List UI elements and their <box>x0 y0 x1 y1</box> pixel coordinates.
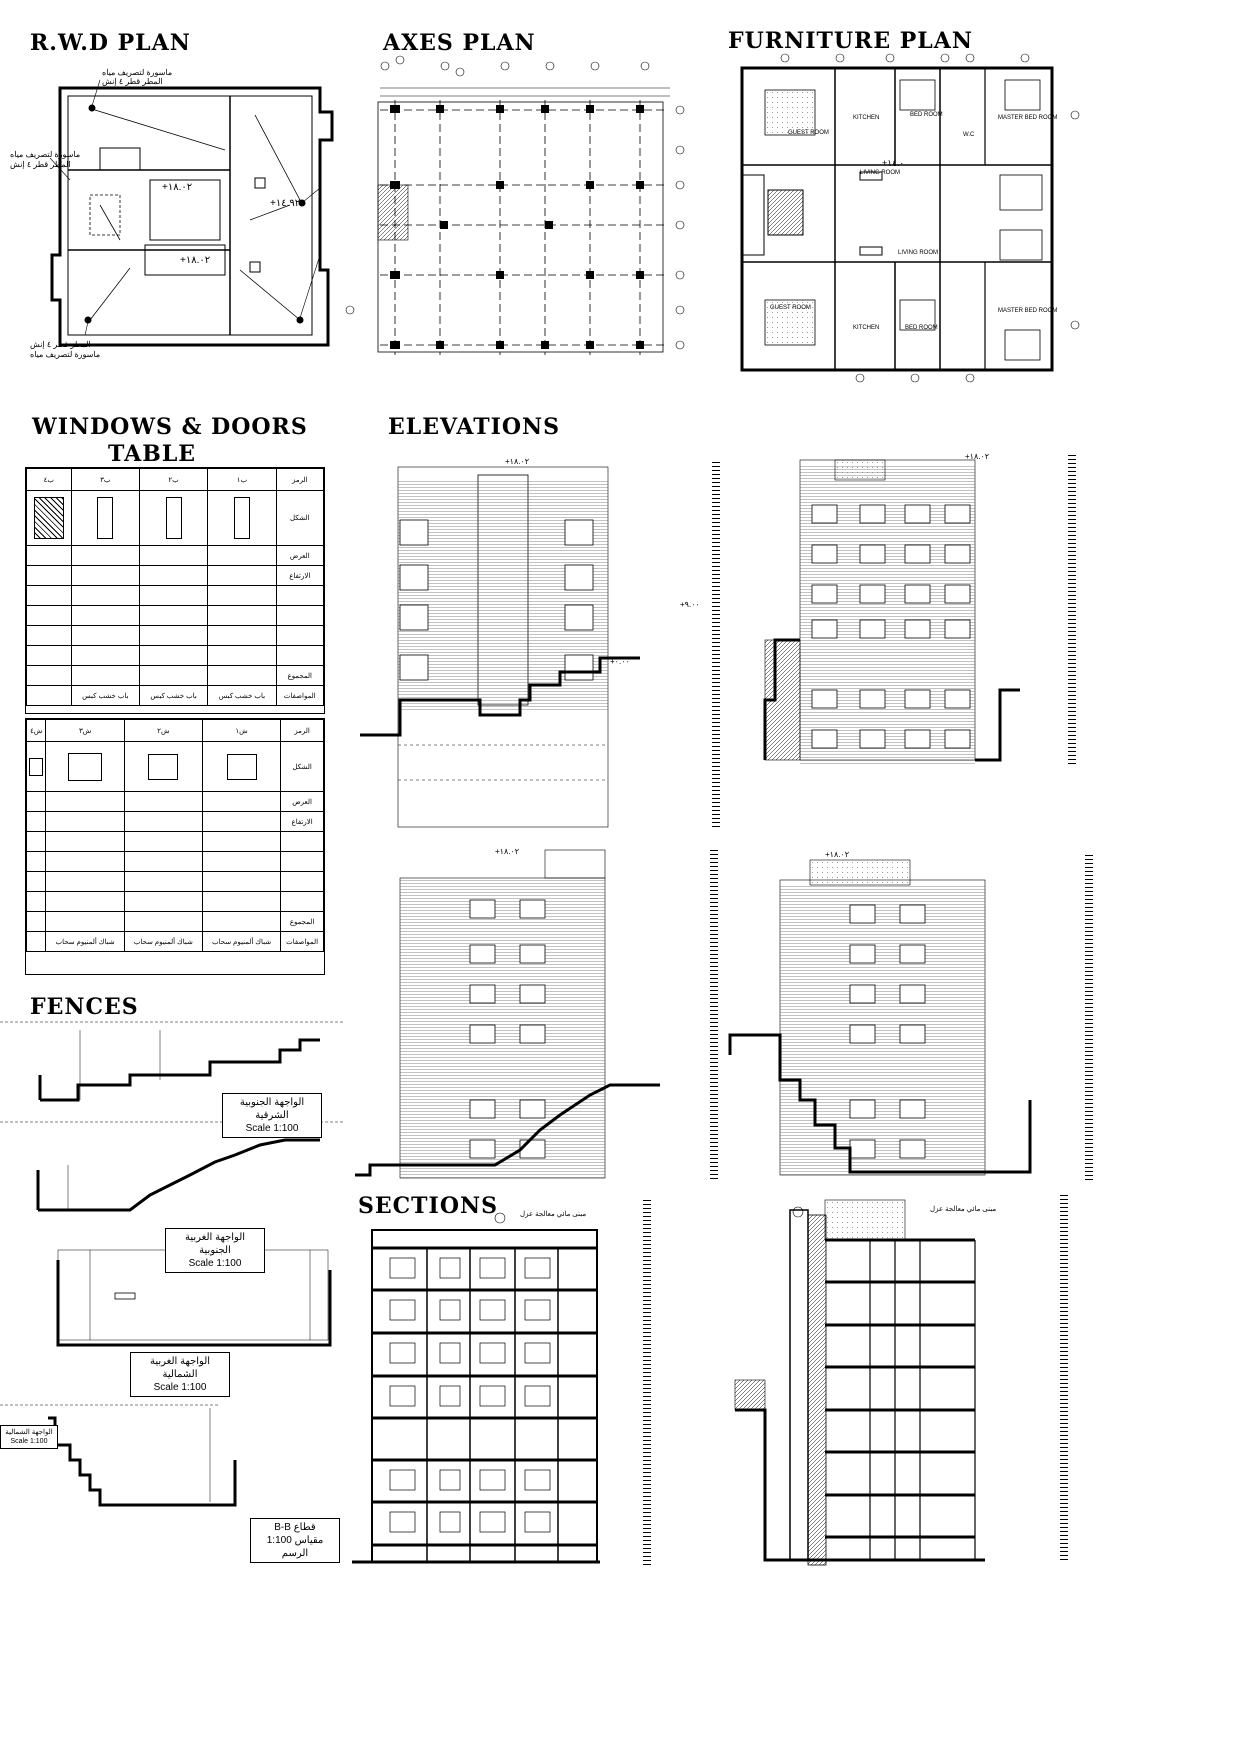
window-spec-3: شباك ألمنيوم سحاب <box>46 932 124 952</box>
door-shape-4 <box>27 491 72 546</box>
fence-label-2 <box>165 1228 265 1273</box>
furniture-kitchen-top: KITCHEN <box>853 115 880 121</box>
furniture-master-bed-top: MASTER BED ROOM <box>998 115 1058 121</box>
elevation-1-ground-level: +٠.٠٠ <box>610 657 630 666</box>
fence-title-3: الواجهة الغربية الشمالية <box>149 1356 211 1380</box>
elevation-4-top-level: +١٨.٠٢ <box>825 850 850 859</box>
fence-title-1: الواجهة الجنوبية الشرقية <box>239 1097 305 1121</box>
window-shape-3 <box>46 742 124 792</box>
window-code-1: ش١ <box>202 720 280 742</box>
furniture-living-room-top: LIVING ROOM <box>860 170 901 176</box>
elevation-1-mid-level: +٩.٠٠ <box>680 600 700 609</box>
window-spec-1: شباك ألمنيوم سحاب <box>202 932 280 952</box>
furniture-living-room-bottom: LIVING ROOM <box>898 250 939 256</box>
rwd-level-3: +١٨.٠٢ <box>180 255 211 266</box>
fence-label-3 <box>130 1352 230 1397</box>
windows-header-total: المجموع <box>281 912 324 932</box>
furniture-guest-room-top: GUEST ROOM <box>788 130 829 136</box>
windows-table <box>25 718 325 975</box>
window-shape-4 <box>27 742 46 792</box>
windows-doors-title-1: WINDOWS & DOORS <box>32 414 308 440</box>
furniture-level: +١٤.٠ <box>882 158 905 168</box>
furniture-wc-label: W.C <box>963 132 975 138</box>
rwd-level-2: +١٤.٩٢ <box>270 198 301 209</box>
window-shape-2 <box>124 742 202 792</box>
doors-header-shape: الشكل <box>276 491 323 546</box>
section-2-note: مبنى مائي معالجة عزل <box>930 1206 997 1213</box>
fence-label-1 <box>222 1093 322 1138</box>
door-spec-1: باب خشب كبس <box>208 686 276 706</box>
door-code-3: ب٣ <box>71 469 139 491</box>
windows-doors-title-2: TABLE <box>108 441 197 467</box>
furniture-guest-room-bottom: GUEST ROOM <box>770 305 811 311</box>
rwd-plan <box>50 80 332 345</box>
furniture-master-bed-bottom: MASTER BED ROOM <box>998 308 1058 314</box>
elevation-3 <box>355 850 660 1180</box>
elevation-2-top-level: +١٨.٠٢ <box>965 452 990 461</box>
furniture-plan-title: FURNITURE PLAN <box>728 28 973 54</box>
window-shape-1 <box>202 742 280 792</box>
elevation-2 <box>765 460 1020 765</box>
rwd-plan-title: R.W.D PLAN <box>30 30 191 56</box>
furniture-kitchen-bottom: KITCHEN <box>853 325 880 331</box>
elevation-3-top-level: +١٨.٠٢ <box>495 847 520 856</box>
doors-header-total: المجموع <box>276 666 323 686</box>
section-1 <box>352 1213 600 1562</box>
section-1-note: مبنى مائي معالجة عزل <box>520 1211 587 1218</box>
elevation-level-strip-2 <box>1068 455 1076 765</box>
elevation-level-strip-4 <box>1085 855 1093 1180</box>
rwd-pipe-label-top: ماسورة لتصريف مياه <box>102 68 173 77</box>
windows-header-shape: الشكل <box>281 742 324 792</box>
elevation-level-strip-1 <box>712 462 720 827</box>
section-bb-scale: 1:100 مقياس الرسم <box>266 1535 324 1559</box>
windows-header-code: الرمز <box>281 720 324 742</box>
door-code-1: ب١ <box>208 469 276 491</box>
axes-plan-title: AXES PLAN <box>383 30 536 56</box>
door-spec-2: باب خشب كبس <box>139 686 207 706</box>
elevation-4 <box>730 860 1030 1175</box>
elevation-1-top-level: +١٨.٠٢ <box>505 457 530 466</box>
window-code-4: ش٤ <box>27 720 46 742</box>
window-code-2: ش٢ <box>124 720 202 742</box>
door-code-4: ب٤ <box>27 469 72 491</box>
window-code-3: ش٣ <box>46 720 124 742</box>
fences-title: FENCES <box>30 994 139 1020</box>
doors-header-width: العرض <box>276 546 323 566</box>
windows-header-height: الارتفاع <box>281 812 324 832</box>
window-spec-2: شباك ألمنيوم سحاب <box>124 932 202 952</box>
fence-scale-3: Scale 1:100 <box>153 1382 207 1393</box>
doors-table <box>25 467 325 714</box>
axes-plan <box>346 56 684 355</box>
section-bb-label <box>250 1518 340 1563</box>
furniture-plan <box>742 54 1079 382</box>
fence-scale-1: Scale 1:100 <box>245 1123 299 1134</box>
windows-header-spec: المواصفات <box>281 932 324 952</box>
fence-scale-4: Scale 1:100 <box>10 1438 48 1445</box>
door-code-2: ب٢ <box>139 469 207 491</box>
section-bb-title: B-B قطاع <box>274 1522 316 1533</box>
fence-title-4: الواجهة الشمالية <box>5 1429 53 1436</box>
fence-label-4 <box>0 1425 58 1449</box>
sections-title: SECTIONS <box>358 1193 498 1219</box>
fence-scale-2: Scale 1:100 <box>188 1258 242 1269</box>
furniture-bed-room-top: BED ROOM <box>910 112 943 118</box>
doors-header-height: الارتفاع <box>276 566 323 586</box>
fence-title-2: الواجهة الغربية الجنوبية <box>184 1232 246 1256</box>
section-level-strip-1 <box>643 1200 651 1565</box>
door-spec-3: باب خشب كبس <box>71 686 139 706</box>
rwd-pipe-label-left: ماسورة لتصريف مياه <box>10 150 81 159</box>
windows-header-width: العرض <box>281 792 324 812</box>
elevation-level-strip-3 <box>710 850 718 1180</box>
rwd-pipe-label-bottom-2: ماسورة لتصريف مياه <box>30 350 101 359</box>
doors-header-code: الرمز <box>276 469 323 491</box>
furniture-bed-room-bottom: BED ROOM <box>905 325 938 331</box>
rwd-pipe-label-top-2: المطر قطر ٤ إنش <box>102 77 163 86</box>
door-shape-2 <box>139 491 207 546</box>
doors-header-spec: المواصفات <box>276 686 323 706</box>
section-level-strip-2 <box>1060 1195 1068 1560</box>
rwd-level-1: +١٨.٠٢ <box>162 182 193 193</box>
rwd-pipe-label-bottom: المطر قطر ٤ إنش <box>30 340 91 349</box>
section-2 <box>735 1200 985 1565</box>
door-shape-1 <box>208 491 276 546</box>
elevations-title: ELEVATIONS <box>388 414 561 440</box>
rwd-pipe-label-left-2: المطر قطر ٤ إنش <box>10 160 71 169</box>
elevation-1 <box>360 467 640 827</box>
door-shape-3 <box>71 491 139 546</box>
